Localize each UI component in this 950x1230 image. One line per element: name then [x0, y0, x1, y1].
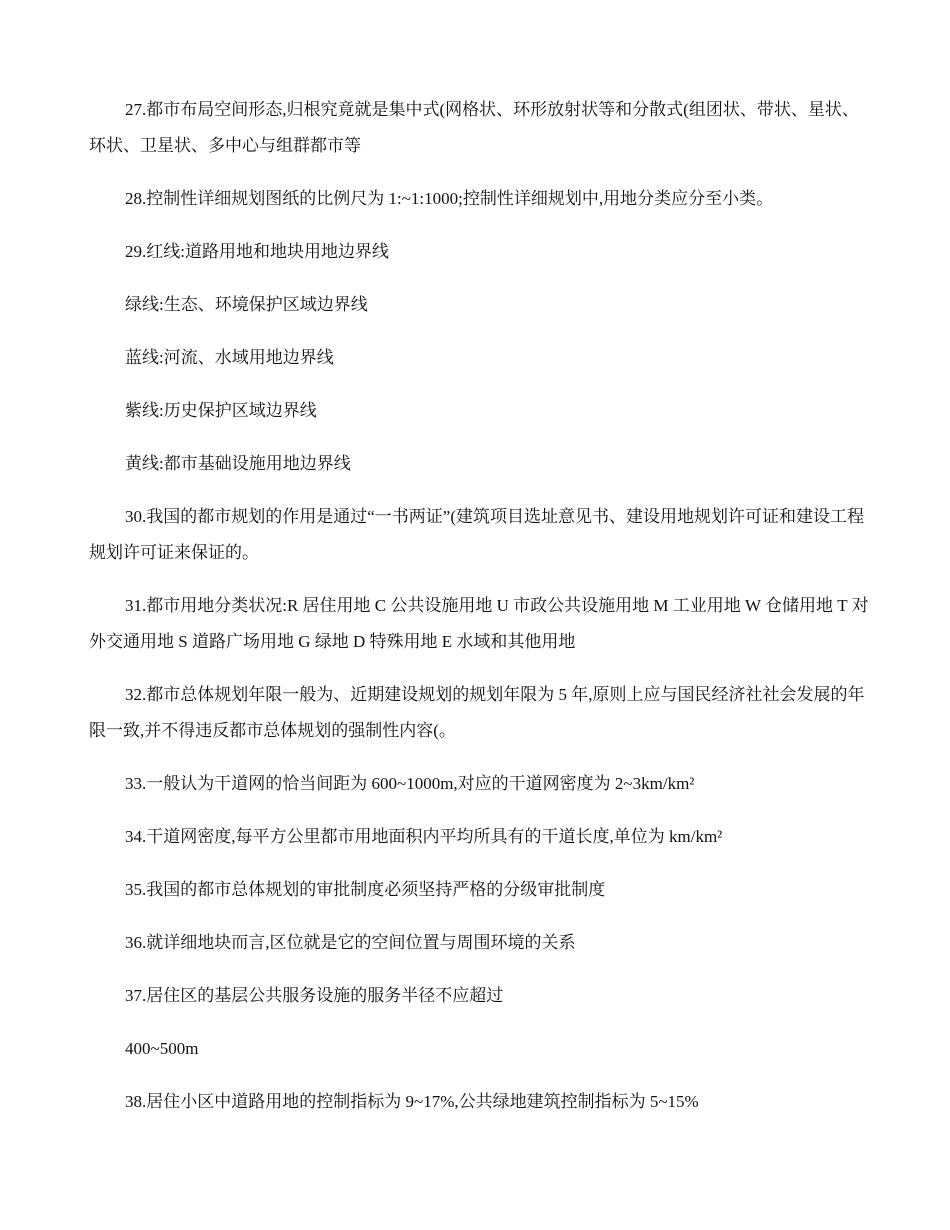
paragraph-34: 34.干道网密度,每平方公里都市用地面积内平均所具有的干道长度,单位为 km/km²	[125, 827, 723, 846]
paragraph-36: 36.就详细地块而言,区位就是它的空间位置与周围环境的关系	[125, 933, 576, 952]
paragraph-blue-line: 蓝线:河流、水域用地边界线	[125, 348, 334, 367]
paragraph-purple-line: 紫线:历史保护区域边界线	[125, 401, 317, 420]
paragraph-yellow-line: 黄线:都市基础设施用地边界线	[125, 454, 351, 473]
paragraph-32: 32.都市总体规划年限一般为、近期建设规划的规划年限为 5 年,原则上应与国民经济社社会发展的年限一致,并不得违反都市总体规划的强制性内容(。	[89, 685, 865, 740]
paragraph-30: 30.我国的都市规划的作用是通过“一书两证”(建筑项目选址意见书、建设用地规划许可证和建设工程规划许可证来保证的。	[89, 507, 865, 562]
paragraph-33: 33.一般认为干道网的恰当间距为 600~1000m,对应的干道网密度为 2~3km/km²	[125, 774, 695, 793]
paragraph-28: 28.控制性详细规划图纸的比例尺为 1:~1:1000;控制性详细规划中,用地分类应分至小类。	[125, 189, 774, 208]
paragraph-31: 31.都市用地分类状况:R 居住用地 C 公共设施用地 U 市政公共设施用地 M 工业用地 W 仓储用地 T 对外交通用地 S 道路广场用地 G 绿地 D 特殊用地 E 水域和其他用地	[89, 596, 869, 651]
paragraph-35: 35.我国的都市总体规划的审批制度必须坚持严格的分级审批制度	[125, 880, 606, 899]
paragraph-37-value: 400~500m	[125, 1039, 199, 1058]
paragraph-38: 38.居住小区中道路用地的控制指标为 9~17%,公共绿地建筑控制指标为 5~15%	[125, 1092, 699, 1111]
paragraph-37: 37.居住区的基层公共服务设施的服务半径不应超过	[125, 986, 504, 1005]
paragraph-green-line: 绿线:生态、环境保护区域边界线	[125, 295, 368, 314]
paragraph-29-red-line: 29.红线:道路用地和地块用地边界线	[125, 242, 389, 261]
paragraph-27: 27.都市布局空间形态,归根究竟就是集中式(网格状、环形放射状等和分散式(组团状、带状、星状、环状、卫星状、多中心与组群都市等	[89, 100, 859, 155]
